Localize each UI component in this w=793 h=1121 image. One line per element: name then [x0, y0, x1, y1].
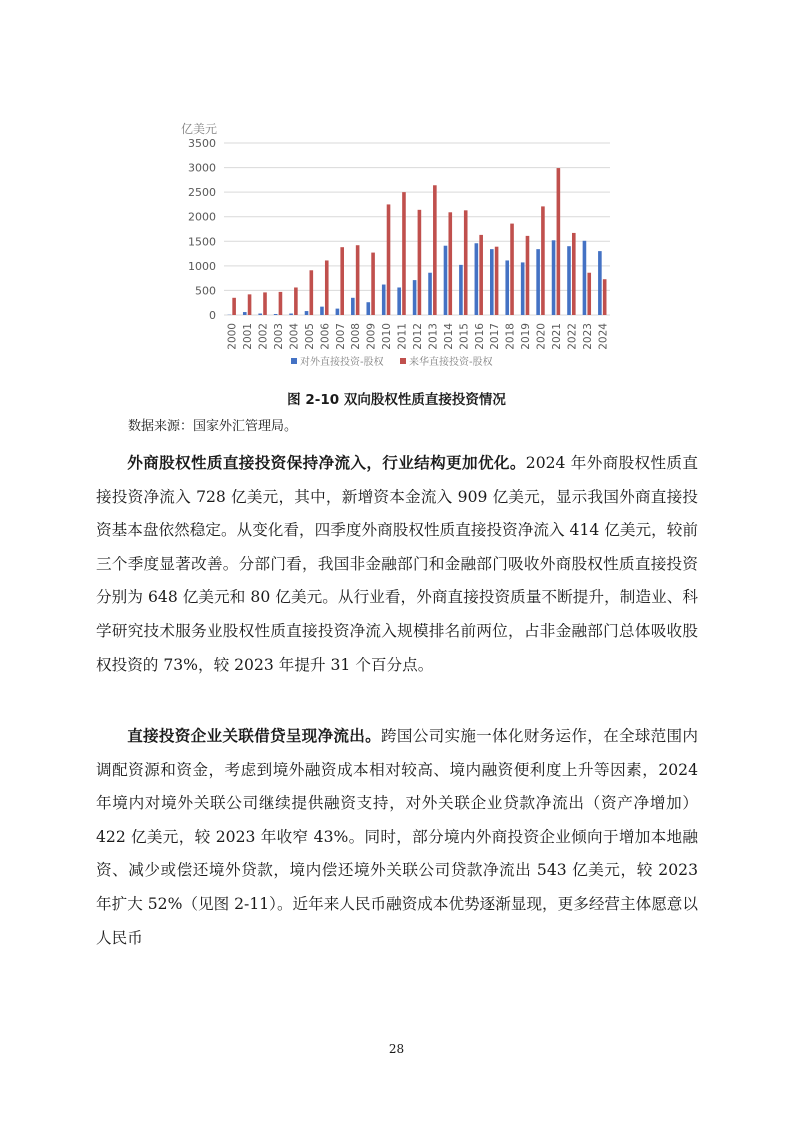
- paragraph-related-lending: [96, 720, 698, 955]
- x-tick-label: 2000: [226, 323, 239, 350]
- bar: [248, 294, 252, 315]
- bar: [464, 210, 468, 315]
- bar: [413, 280, 417, 315]
- legend-swatch-outward: [291, 358, 297, 364]
- x-tick-label: 2023: [581, 323, 594, 350]
- paragraph-body: 2024 年外商股权性质直接投资净流入 728 亿美元，其中，新增资本金流入 909 亿美元，显示我国外商直接投资基本盘依然稳定。从变化看，四季度外商股权性质直接投资净流入 414 亿美元，较前三个季度显著改善。分部门看，我国非金融部门和金融部门吸收外商股权性质直接投资分别为 648 亿美元和 80 亿美元。从行业看，外商直接投资质量不断提升，制造业、科学研究技术服务业股权性质直接投资净流入规模排名前两位，占非金融部门总体吸收股权投资的 73%，较 2023 年提升 31 个百分点。: [96, 454, 698, 674]
- bar: [479, 235, 483, 315]
- x-tick-label: 2004: [288, 323, 301, 350]
- bar: [402, 192, 406, 315]
- x-tick-label: 2006: [319, 323, 332, 350]
- bar: [263, 292, 267, 315]
- bar: [583, 241, 587, 315]
- bar: [371, 253, 375, 315]
- bar: [433, 185, 437, 315]
- x-tick-label: 2012: [412, 323, 424, 350]
- bar: [294, 287, 298, 315]
- x-tick-label: 2009: [365, 323, 378, 350]
- bar: [243, 312, 247, 315]
- bar: [340, 247, 344, 315]
- bar: [490, 249, 494, 315]
- y-tick-label: 2000: [188, 210, 216, 224]
- bar: [587, 273, 591, 315]
- figure-caption: 图 2-10 双向股权性质直接投资情况: [287, 392, 506, 408]
- bar: [274, 314, 278, 315]
- y-tick-label: 1500: [188, 235, 216, 249]
- bar: [336, 309, 340, 315]
- y-tick-labels: [188, 137, 216, 322]
- x-tick-label: 2010: [381, 323, 394, 350]
- bar: [305, 311, 309, 315]
- bar: [320, 307, 324, 315]
- x-tick-label: 2018: [504, 323, 517, 350]
- bar: [444, 246, 448, 315]
- bar-chart: [0, 0, 793, 375]
- x-tick-label: 2003: [273, 323, 286, 350]
- x-tick-label: 2019: [520, 323, 533, 350]
- y-tick-label: 1000: [188, 259, 216, 273]
- bar: [310, 270, 314, 315]
- x-tick-label: 2002: [257, 323, 270, 350]
- bar: [279, 292, 283, 315]
- bar: [567, 246, 571, 315]
- bar: [526, 236, 530, 315]
- x-tick-labels: [227, 323, 610, 350]
- bar: [232, 298, 236, 315]
- bar: [459, 265, 463, 315]
- x-tick-label: 2005: [303, 323, 316, 350]
- x-tick-label: 2020: [535, 323, 548, 350]
- x-tick-label: 2016: [473, 323, 486, 350]
- bar: [505, 260, 509, 315]
- x-tick-label: 2015: [458, 323, 471, 350]
- x-tick-label: 2021: [550, 323, 563, 350]
- legend-label-inward: 来华直接投资-股权: [409, 357, 493, 368]
- paragraph-lead: 外商股权性质直接投资保持净流入，行业结构更加优化。: [127, 454, 526, 472]
- paragraph-fdi-equity: [96, 447, 698, 682]
- bar: [382, 285, 386, 315]
- paragraph-lead: 直接投资企业关联借贷呈现净流出。: [127, 727, 381, 745]
- bar: [351, 298, 355, 315]
- bar: [289, 314, 293, 315]
- bar: [603, 279, 607, 315]
- y-unit-label: 亿美元: [181, 122, 218, 136]
- bar: [536, 249, 540, 315]
- bar: [521, 262, 525, 315]
- y-tick-label: 2500: [188, 186, 216, 200]
- figure-source: 数据来源：国家外汇管理局。: [128, 419, 298, 434]
- x-tick-label: 2024: [597, 323, 610, 350]
- y-tick-label: 3000: [188, 161, 216, 175]
- x-tick-label: 2008: [350, 323, 363, 350]
- x-tick-label: 2017: [489, 323, 502, 350]
- bar: [428, 273, 432, 315]
- bar: [510, 224, 514, 315]
- x-tick-label: 2014: [442, 323, 455, 350]
- bar: [557, 168, 561, 315]
- bar: [448, 212, 452, 315]
- x-tick-label: 2011: [396, 323, 409, 350]
- bar: [418, 210, 422, 315]
- legend-swatch-inward: [400, 358, 406, 364]
- page-number: 28: [388, 1042, 405, 1056]
- bar: [541, 206, 545, 315]
- bar: [325, 260, 329, 315]
- x-tick-label: 2013: [427, 323, 440, 350]
- bar: [366, 302, 370, 315]
- bar: [258, 314, 262, 315]
- paragraph-body: 跨国公司实施一体化财务运作，在全球范围内调配资源和资金，考虑到境外融资成本相对较高、境内融资便利度上升等因素，2024 年境内对境外关联公司继续提供融资支持，对外关联企业贷款净流出（资产净增加）422 亿美元，较 2023 年收窄 43%。同时，部分境内外商投资企业倾向于增加本地融资、减少或偿还境外贷款，境内偿还境外关联公司贷款净流出 543 亿美元，较 2023 年扩大 52%（见图 2-11）。近年来人民币融资成本优势逐渐显现，更多经营主体愿意以人民币: [96, 727, 698, 947]
- x-tick-label: 2007: [334, 323, 347, 350]
- y-tick-label: 500: [195, 284, 216, 298]
- bar: [598, 251, 602, 315]
- legend-label-outward: 对外直接投资-股权: [300, 357, 384, 368]
- bar: [356, 245, 360, 315]
- x-tick-label: 2022: [566, 323, 579, 350]
- bar: [475, 243, 479, 315]
- y-tick-label: 3500: [188, 137, 216, 150]
- bar: [495, 247, 499, 315]
- bar: [387, 204, 391, 315]
- bar: [552, 240, 556, 315]
- bar: [572, 233, 576, 315]
- x-tick-label: 2001: [242, 323, 255, 350]
- bar: [397, 287, 401, 315]
- legend: [291, 355, 493, 368]
- y-tick-label: 0: [209, 309, 216, 322]
